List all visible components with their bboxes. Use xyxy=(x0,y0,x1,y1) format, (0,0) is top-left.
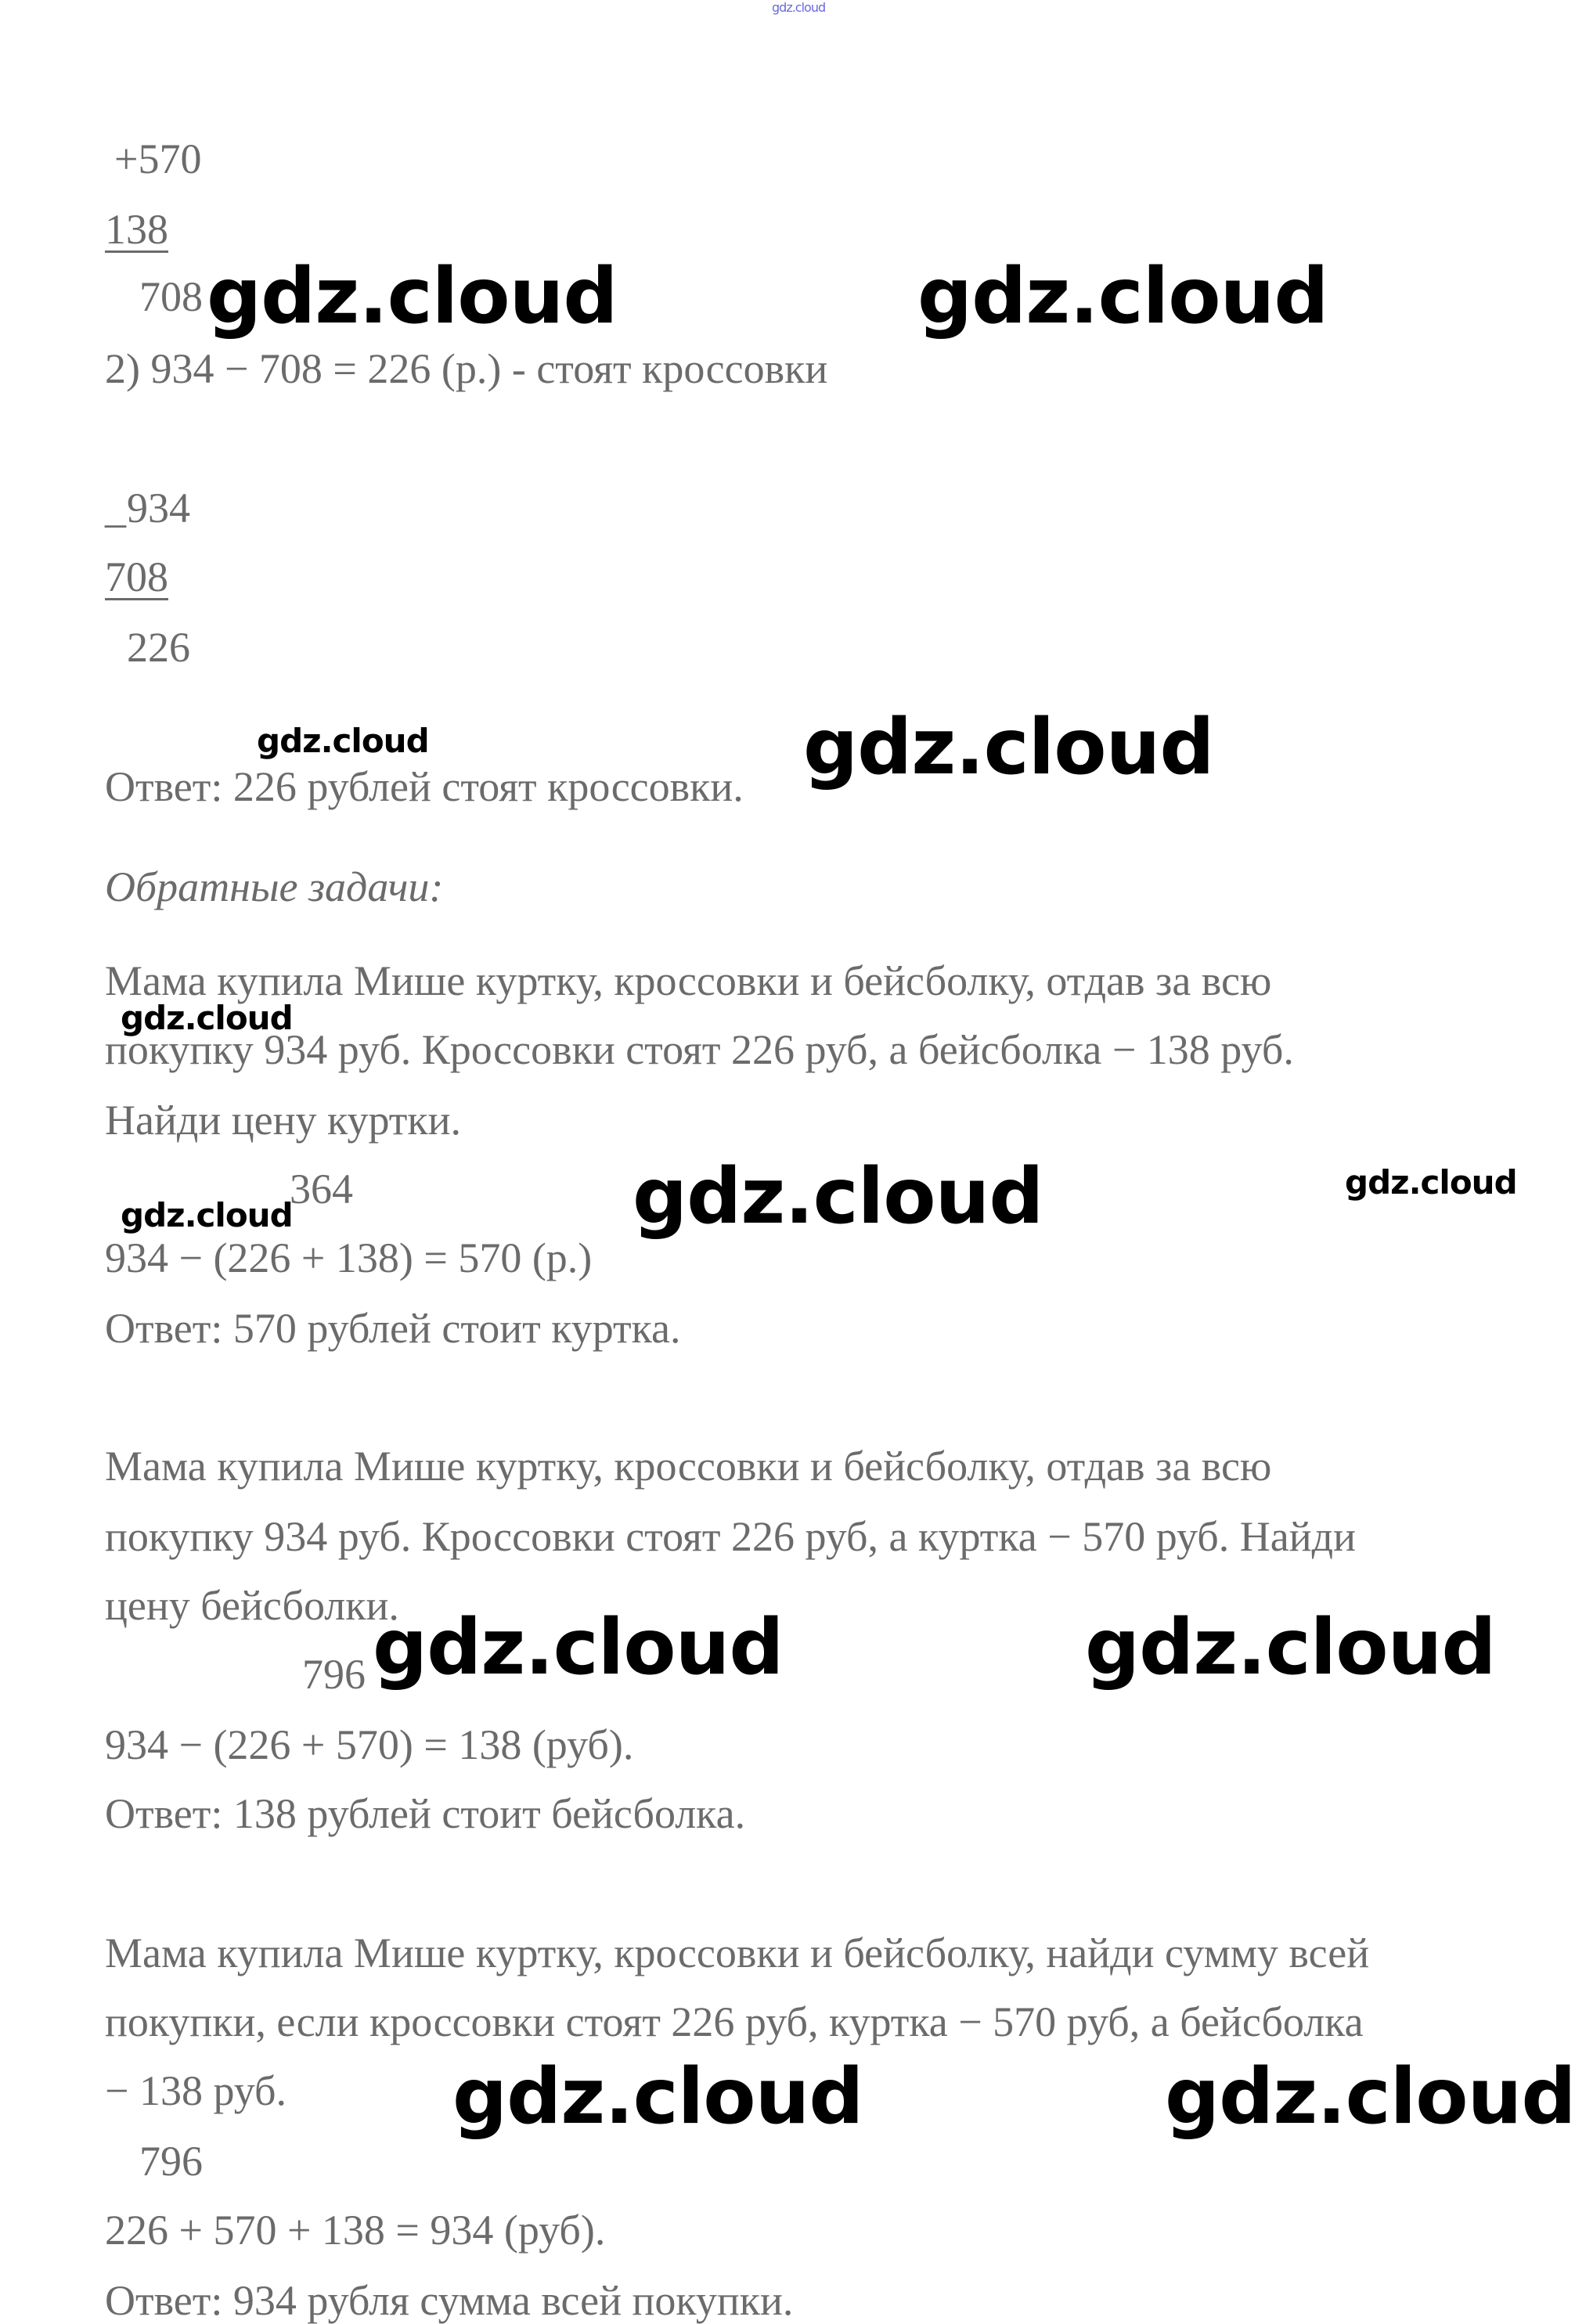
watermark: gdz.cloud xyxy=(1085,1603,1496,1692)
task2-line-2: покупку 934 руб. Кроссовки стоят 226 руб, а куртка − 570 руб. Найди xyxy=(105,1513,1356,1560)
watermark: gdz.cloud xyxy=(1165,2052,1575,2142)
task1-expression: 934 − (226 + 138) = 570 (р.) xyxy=(105,1234,593,1281)
calc1-result: 708 xyxy=(139,273,203,320)
watermark: gdz.cloud xyxy=(121,1196,293,1234)
watermark: gdz.cloud xyxy=(373,1603,784,1692)
task2-answer: Ответ: 138 рублей стоит бейсболка. xyxy=(105,1790,746,1837)
watermark: gdz.cloud xyxy=(121,999,293,1037)
watermark: gdz.cloud xyxy=(1345,1163,1517,1202)
task1-partial-sum: 364 xyxy=(290,1166,353,1212)
task3-line-2: покупки, если кроссовки стоят 226 руб, куртка − 570 руб, а бейсболка xyxy=(105,1998,1364,2045)
calc2-result: 226 xyxy=(127,624,190,671)
calc2-minus-sign: _ xyxy=(105,485,126,531)
step2-line: 2) 934 − 708 = 226 (р.) - стоят кроссовки xyxy=(105,345,828,392)
task1-line-1: Мама купила Мише куртку, кроссовки и бейсболку, отдав за всю xyxy=(105,957,1272,1004)
watermark: gdz.cloud xyxy=(207,252,618,341)
task1-answer: Ответ: 570 рублей стоит куртка. xyxy=(105,1305,681,1352)
calc2-minuend: 934 xyxy=(127,485,190,531)
task3-expression: 226 + 570 + 138 = 934 (руб). xyxy=(105,2207,606,2254)
calc1-addend-2: 138 xyxy=(105,206,168,253)
task2-partial-sum: 796 xyxy=(302,1651,366,1698)
task1-line-3: Найди цену куртки. xyxy=(105,1097,461,1144)
task1-line-2: покупку 934 руб. Кроссовки стоят 226 руб, а бейсболка − 138 руб. xyxy=(105,1026,1294,1073)
calc2-subtrahend: 708 xyxy=(105,553,168,600)
watermark: gdz.cloud xyxy=(452,2052,863,2142)
task2-line-3: цену бейсболки. xyxy=(105,1582,399,1629)
watermark: gdz.cloud xyxy=(917,252,1328,341)
top-watermark: gdz.cloud xyxy=(772,0,826,15)
calc1-addend-1: +570 xyxy=(114,135,202,182)
task3-line-1: Мама купила Мише куртку, кроссовки и бейсболку, найди сумму всей xyxy=(105,1929,1370,1976)
watermark: gdz.cloud xyxy=(257,722,429,760)
task3-line-3: − 138 руб. xyxy=(105,2067,287,2114)
answer-1: Ответ: 226 рублей стоят кроссовки. xyxy=(105,763,744,810)
task3-partial-sum: 796 xyxy=(139,2138,203,2185)
watermark: gdz.cloud xyxy=(803,703,1214,792)
task3-answer: Ответ: 934 рубля сумма всей покупки. xyxy=(105,2277,794,2324)
task2-expression: 934 − (226 + 570) = 138 (руб). xyxy=(105,1721,634,1768)
watermark: gdz.cloud xyxy=(633,1152,1043,1241)
task2-line-1: Мама купила Мише куртку, кроссовки и бейсболку, отдав за всю xyxy=(105,1443,1272,1490)
inverse-heading: Обратные задачи: xyxy=(105,863,444,910)
